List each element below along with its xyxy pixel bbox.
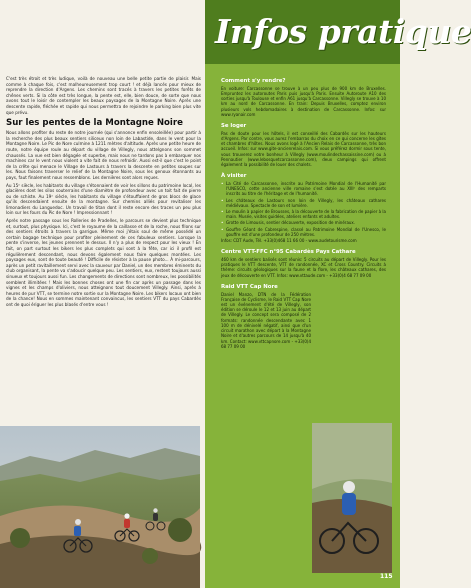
section-text: Pas de doute pour les hôtels, il est conseillé des Cabardès sur les hauteurs d'Argens. Par contre, vous aurez l'embarras du choix en ce qui concerne les gîtes et chambres d'hôtes. Nous avons logé à l'Ancien Relais de Carcassonne, très bon accueil. Infos: sur www.gite-ancienrelais.com. Si vous préférez dormir sous tente, vous trouverez votre bonheur à Villegly (www.moulindechassaissine.com) ou à Pennautier (www.lebosquetcarcassonne.com), deux campings qui offrent également la possibilité de louer des chalets.	[221, 130, 386, 168]
article-column	[6, 76, 201, 424]
list-item: • La Cité de Carcassonne, inscrite au Patrimoine Mondial de l'Humanité par l'UNESCO, cette ancienne ville romaine s'est dotée au XIIIᵉ des remparts inscrits au titre de l'héritage et de l'humanité.	[221, 181, 386, 197]
page-number: 115	[380, 573, 393, 580]
section-heading: À visiter	[221, 173, 247, 180]
section-text: 460 km de sentiers balisés sont réunis: 5 circuits au départ de Villegly. Pour les pratiques le VTT descente, VTT de randonnée, XC et Cross Country. Circuits à thème: circuits géologiques sur la faune et la flore, les châteaux cathares, des jeux de découverte en VTT. Infos: www.vttaude.com - +33(0)4 68 77 09 00	[221, 257, 386, 278]
article-paragraph: Au 15ᵉ siècle, les habitants du village s'étonnaient de voir les sillons du patrimoine local, les glacières dont les silos souterrains d'une diamètre de profondeur avec un toit fait de pierre ou de schiste. Au 19ᵉ siècle, les habitants du village s'étouffaient de gros blocs de glace qu'ils descendaient ensuite de la montagne. Sur chemins alliés pour revitaliser les limonadiers du Languedoc. Un travail de titan dont il reste encore des traces un peu plus loin sur les fours du Pic de Nore ! Impressionnant !	[6, 182, 201, 216]
info-section	[221, 284, 311, 349]
article-paragraph: Nous allons profiter du reste de notre journée (qui s'annonce enfin ensoleillée) pour partir à la recherche des plus beaux sentiers siliceux non loin de Labastide, dans le vent pour la Montagne Noire. Le Pic de Nore culmine à 1211 mètres d'altitude. Après une petite heure de route, notre équipe roule au départ du village de Villegly, nous attelgnons son sommet chaussés. La vue est bien dégagée et superbe, mais nous ne tardons pas à embarquer nos machines car le vent nous violent a vite fait de nous refroidir. Aussi est-il que c'est le point de la crête qui menace le Village de Lastours à travers la descente en petites soupes sur les. Nous faisons traverser le relief de la Montagne Noire, sous les genoux étonnants au pays, faut finalement nous ressemblons. Les dernières sont alors reçues.	[6, 130, 201, 180]
section-info: Infos: CDT Aude, Tél. +33(0)468 11 66 00 - www.audetourisme.com	[221, 238, 357, 244]
info-section	[221, 249, 386, 278]
section-heading: Se loger	[221, 123, 247, 130]
mountain-bike-photo	[0, 426, 200, 588]
section-heading: Raid VTT Cap Nore	[221, 283, 278, 290]
info-panel	[205, 0, 471, 588]
section-heading: Comment s'y rendre?	[221, 78, 286, 84]
section-heading: Centre VTT-FFC n°95 Cabardès Pays Cathare	[221, 249, 356, 256]
list-item: • Le moulin à papier de Brousses, à la découverte de la fabrication de papier à la main. Musée, visites guidées, ateliers enfants et adultes.	[221, 209, 386, 219]
info-panel-title: Infos pratique	[215, 12, 471, 51]
article-paragraph: Après notre passage sous les Rolleries de Pradelles, le parcours se devient plus technique et, surtout, plus physique. Ici, c'est le royaume de la caillasse et de la roche, nous filons sur des sentiers étroits à travers la garrigue. Même moi j'étais soul de même possédé un certain bagage technique pour profiter pleinement de ces fabuleux sentiers. Lorsque la pente s'inverse, les jeunes prennent le dessus. Il n'y a plus de respect pour les vieux ! En fait, on part surtout les bikers les plus complets qui sont à la fête, car ici il profil est régulièrement descendant, nous devons également nous faire quelques montées. Les paysages eux, sont de toute beauté ! Difficile de résister à la pause photo... À mi-parcours, après un petit ravitaillement servi avec la sauveur par Daniel, un des membres éminents du club organisant, la pente va s'adoucir quelque peu. Les sentiers, eux, restent toujours aussi sinueux et toujours aussi fun. Les changements de directions sont nombreux, les possibilités semblent illimitées ! Mais les bonnes choses ont une fin car après un passage dans les vignes et les champs d'oliviers, nous atteignons tout doucement Villegly. Ainsi, après à heures de pur VTT, se termine notre sortie sur la Montagne Noire. Les bikers locaux ont bien de la chance! Nous en sommes maintenant convaincus, les sentiers VTT du pays Cabardès ont de quoi ériguer les plus blasés d'entre vous !	[6, 218, 201, 307]
info-section	[221, 78, 386, 117]
info-panel-header	[205, 0, 471, 64]
section-text: En voiture: Carcassonne se trouve à un peu plus de 900 km de Bruxelles. Empruntez les autoroutes Paris puis jusqu'à Paris. Ensuite Autoroute A10 des sorties jusqu'à Toulouse et enfin A61 jusqu'à Carcassonne. Villegly se trouve à 10 km au nord de Carcassonne. En train: Depuis Bruxelles, comptez environ plusieurs vols hebdomadaires à destination de Carcassonne. Infos: sur www.ryanair.com	[221, 85, 386, 117]
info-section	[221, 173, 386, 243]
list-item: • Grotte de Limousis, sentier découverte, exposition de minéraux.	[221, 220, 386, 225]
info-content	[221, 78, 386, 355]
article-subheading: Sur les pentes de la Montagne Noire	[6, 118, 183, 129]
list-item: • Gouffre Géant de Cabrespine, classé au Patrimoine Mondial de l'Unesco, le gouffre est d'une profondeur de 250 mètres.	[221, 227, 386, 237]
article-intro: C'est très étroit et très ludique, voilà de nouveau une belle petite partie de plaisir. Mais comme à chaque fois, c'est malheureusement trop court ! et déjà lancés pour mieux de reprendre la direction d'Argens. Les chemins sont tracés à travers les petites forêts de chênes verts. Si la côte est très longue, la pente est, elle, bien douce, de sorte que nous avons tout le loisir de contempler les beaux paysages de la Montagne Noire. Après une descente rapide, fléchée et rapide qui nous permettra de rejoindre le parking bien plus vite que prévu.	[6, 76, 201, 115]
rider-photo	[312, 423, 392, 573]
visit-list	[221, 181, 386, 237]
list-item: • Les châteaux de Lastours non loin de Villegly, les châteaux cathares médiévaux. Spectacle de son et lumière.	[221, 198, 386, 208]
section-text: Daniel Manzo, DTN de la Fédération Française de Cyclisme, le Raid VTT Cap Nore est un événement d'été de Villegly, son édition se déroule le 12 et 13 juin au départ de Villegly. Le concept sera composé de 2 formats: randonnée descendante avec 1 100 m de dénivelé négatif, ainsi que d'un circuit marathon avec départ à la Montagne Noire et d'autres parcours de 14 jusqu'à 40 km. Contact: www.vttcapnore.com - +33(0)4 68 77 09 00	[221, 291, 311, 349]
info-section	[221, 123, 386, 167]
